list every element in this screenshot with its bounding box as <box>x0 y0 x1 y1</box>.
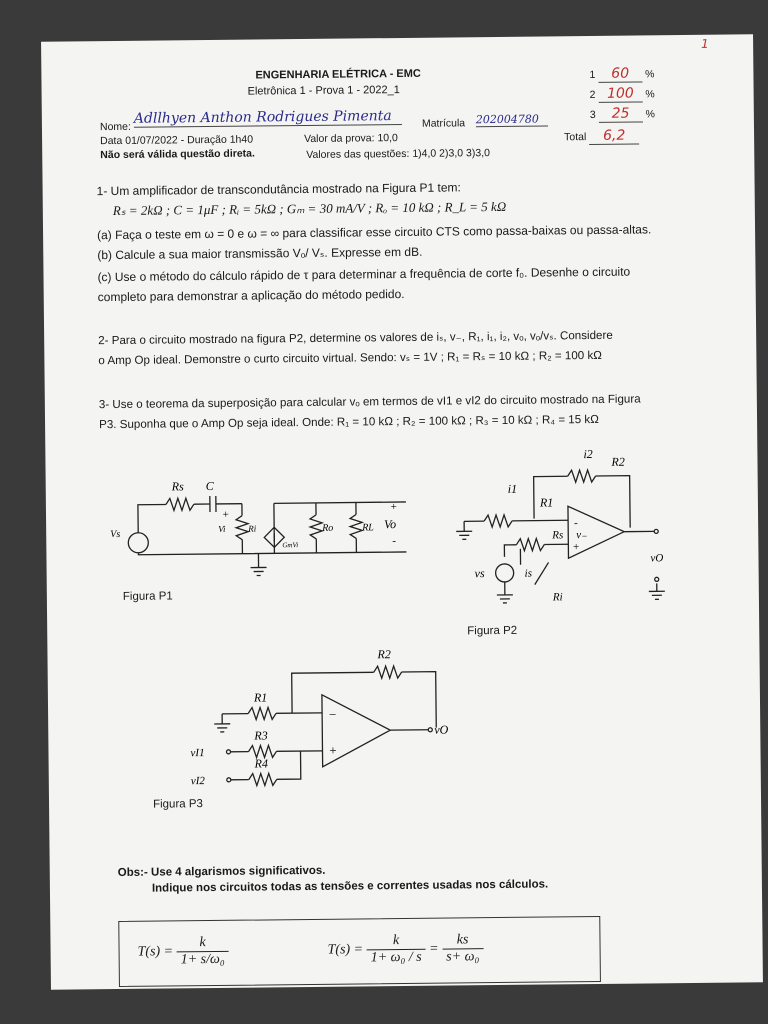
formula-denominator: 1+ s/ω₀ <box>180 951 225 968</box>
figure-p3-circuit <box>187 642 449 795</box>
question-values: Valores das questões: 1)4,0 2)3,0 3)3,0 <box>306 147 490 161</box>
p1-label-ro: Ro <box>322 522 334 534</box>
p1-label-rs: Rs <box>171 479 184 494</box>
p3-label-vi2: vI2 <box>190 775 205 788</box>
note-significant-digits: Obs:- Use 4 algarismos significativos. <box>117 864 326 879</box>
score-total <box>564 127 639 145</box>
score-row-1 <box>589 65 654 83</box>
q2-line1: 2- Para o circuito mostrado na figura P2, determine os valores de iₛ, v₋, R₁, i₁, i₂, vₒ, vₒ/vₛ. Considere <box>98 328 613 348</box>
p3-label-r3: R3 <box>254 728 268 743</box>
formula-box <box>118 916 601 987</box>
p2-label-vs: vs <box>474 566 485 581</box>
p1-label-vi: Vi <box>218 523 226 534</box>
formula-lhs: T(s) = <box>327 942 364 958</box>
formula-fraction <box>176 935 228 969</box>
p2-plus-input: + <box>572 541 580 554</box>
p2-label-r2: R2 <box>611 454 625 469</box>
p2-label-vo: vO <box>650 552 664 565</box>
p1-label-vs: Vs <box>110 528 121 541</box>
q1-c-line1: (c) Use o método do cálculo rápido de τ para determinar a frequência de corte f₀. Desenhe o circuito <box>97 264 631 285</box>
q1-a: (a) Faça o teste em ω = 0 e ω = ∞ para classificar esse circuito CTS como passa-baixas ou passa-altas. <box>97 222 652 243</box>
p1-label-c: C <box>205 478 214 494</box>
q1-c-line2: completo para demonstrar a aplicação do método pedido. <box>97 286 405 305</box>
p2-label-rs: Rs <box>552 529 564 542</box>
score-value: 60 <box>598 65 642 82</box>
p2-minus-input: - <box>574 517 578 530</box>
formula-denominator: s+ ω₀ <box>446 949 480 965</box>
no-direct-note: Não será válida questão direta. <box>100 147 255 162</box>
valor-prova: Valor da prova: 10,0 <box>304 132 398 146</box>
formula-denominator: 1+ ω₀ / s <box>370 949 422 966</box>
score-suffix: % <box>645 68 655 81</box>
note-indicate-circuits: Indique nos circuitos todas as tensões e correntes usadas nos cálculos. <box>151 878 549 895</box>
figure-p1-circuit <box>105 462 416 585</box>
score-suffix: % <box>645 88 655 101</box>
formula-numerator: k <box>176 935 228 953</box>
figure-p2-circuit <box>443 443 685 616</box>
q1-params: Rₛ = 2kΩ ; C = 1μF ; Rᵢ = 5kΩ ; Gₘ = 30 mA/V ; Rₒ = 10 kΩ ; R_L = 5 kΩ <box>112 198 507 219</box>
figure-p3-caption: Figura P3 <box>152 798 203 811</box>
p1-plus-vo: + <box>389 501 398 514</box>
figure-p1-caption: Figura P1 <box>122 590 173 603</box>
date-line: Data 01/07/2022 - Duração 1h40 <box>100 133 254 148</box>
q1-b: (b) Calcule a sua maior transmissão Vₒ/ Vₛ. Expresse em dB. <box>97 244 423 263</box>
q1-intro: 1- Um amplificador de transcondutância mostrado na Figura P1 tem: <box>96 180 461 199</box>
p3-minus-input: − <box>328 706 337 722</box>
formula-lowpass <box>137 935 228 969</box>
score-suffix: % <box>645 108 655 121</box>
formula-equals: = <box>429 941 439 957</box>
formula-fraction-2 <box>442 932 483 965</box>
formula-highpass <box>327 932 483 967</box>
course-title: ENGENHARIA ELÉTRICA - EMC <box>255 67 421 82</box>
q3-line1: 3- Use o teorema da superposição para calcular vₒ em termos de vI1 e vI2 do circuito mostrado na Figura <box>98 392 641 412</box>
p1-minus-vo: - <box>392 535 397 548</box>
p2-label-r1: R1 <box>539 495 554 510</box>
formula-numerator: k <box>366 933 425 951</box>
p1-label-ri: Ri <box>248 523 257 534</box>
p1-label-rl: RL <box>362 522 374 534</box>
formula-numerator: ks <box>442 932 483 949</box>
exam-title: Eletrônica 1 - Prova 1 - 2022_1 <box>247 83 400 98</box>
p2-label-vminus: v₋ <box>576 529 588 542</box>
total-value: 6,2 <box>589 127 639 145</box>
name-value: Adllhyen Anthon Rodrigues Pimenta <box>134 108 402 128</box>
formula-lhs: T(s) = <box>137 944 174 960</box>
p2-label-i2: i2 <box>583 446 593 462</box>
score-label: 3 <box>589 108 596 122</box>
score-value: 25 <box>599 105 643 122</box>
q3-line2: P3. Suponha que o Amp Op seja ideal. Onde: R₁ = 10 kΩ ; R₂ = 100 kΩ ; R₃ = 10 kΩ ; R₄ = 15 kΩ <box>99 412 599 432</box>
score-row-3 <box>590 105 655 123</box>
p3-label-r1: R1 <box>253 690 268 705</box>
matricula-label: Matrícula <box>421 117 466 130</box>
p3-label-r4: R4 <box>254 756 269 771</box>
formula-fraction <box>366 933 425 967</box>
score-value: 100 <box>598 85 642 102</box>
score-row-2 <box>590 85 655 103</box>
name-label: Nome: <box>99 120 131 134</box>
p2-label-i1: i1 <box>507 481 518 496</box>
exam-sheet <box>41 34 763 989</box>
score-label: 1 <box>589 68 596 82</box>
corner-mark: 1 <box>701 36 709 51</box>
p3-label-r2: R2 <box>377 647 391 662</box>
p2-label-ri: Ri <box>552 591 563 604</box>
p1-label-vo: Vo <box>384 517 397 532</box>
total-label: Total <box>564 131 587 144</box>
p3-plus-input: + <box>328 742 338 758</box>
p1-plus-vi: + <box>221 508 230 521</box>
matricula-value: 202004780 <box>476 112 548 127</box>
figure-p2-caption: Figura P2 <box>467 624 518 638</box>
p1-label-gm: GmVi <box>282 541 299 550</box>
p3-label-vo: vO <box>434 722 449 737</box>
p2-label-is: is <box>524 567 533 580</box>
q2-line2: o Amp Op ideal. Demonstre o curto circuito virtual. Sendo: vₛ = 1V ; R₁ = Rₛ = 10 kΩ ; R₂ = 100 kΩ <box>98 348 602 368</box>
score-label: 2 <box>589 88 596 102</box>
p3-label-vi1: vI1 <box>190 747 205 760</box>
